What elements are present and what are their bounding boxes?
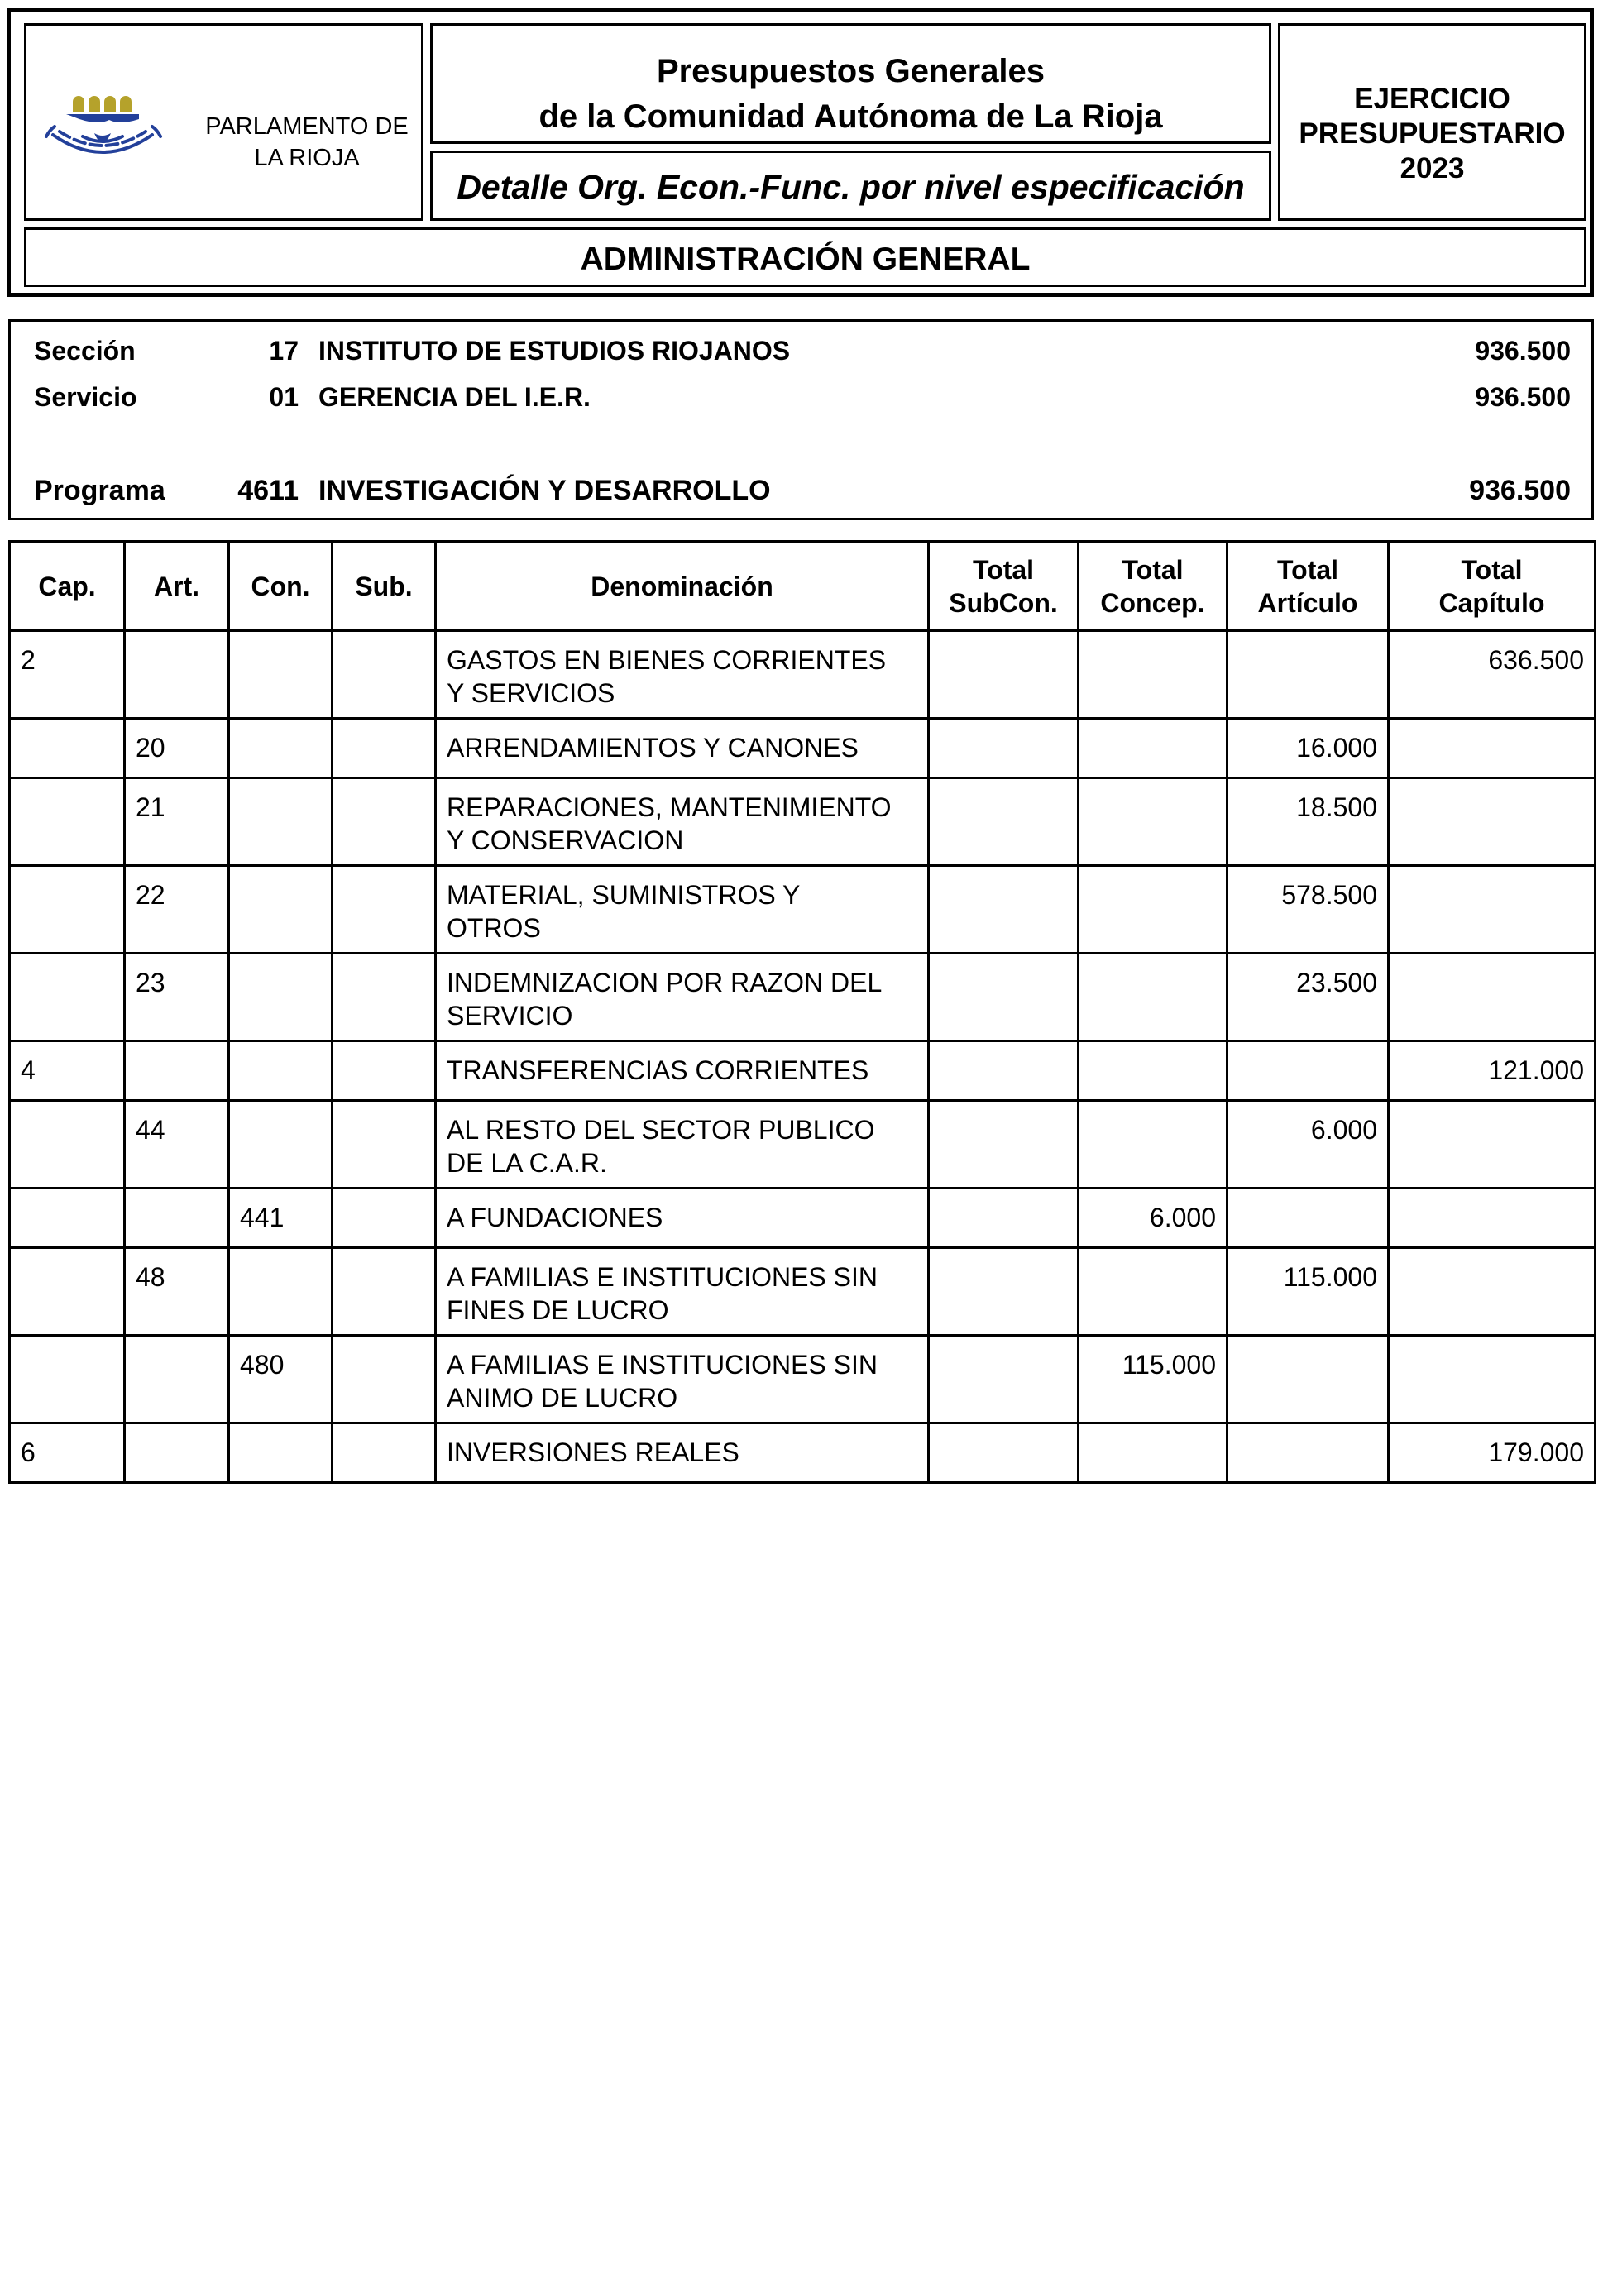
programa-label: Programa xyxy=(34,475,165,506)
logo-text xyxy=(195,111,419,174)
cell-con xyxy=(229,631,333,719)
seccion-code: 17 xyxy=(269,336,299,366)
subtitle-panel xyxy=(430,151,1271,221)
cell-concep xyxy=(1079,866,1227,954)
col-header-cap: Cap. xyxy=(10,542,125,631)
title-line1: Presupuestos Generales xyxy=(656,53,1046,89)
cell-art: 44 xyxy=(125,1101,229,1189)
denominacion-line2: FINES DE LUCRO xyxy=(447,1295,669,1325)
col-header-articulo xyxy=(1227,542,1389,631)
col-header-sub: Sub. xyxy=(333,542,436,631)
cell-denominacion xyxy=(436,631,929,719)
col-header-art: Art. xyxy=(125,542,229,631)
programa-name: INVESTIGACIÓN Y DESARROLLO xyxy=(318,475,771,506)
denominacion-line1: INVERSIONES REALES xyxy=(447,1437,739,1467)
col-header-concep-line1: Total xyxy=(1122,554,1184,585)
table-row xyxy=(10,778,1596,866)
cell-cap xyxy=(10,866,125,954)
cell-concep: 115.000 xyxy=(1079,1336,1227,1423)
cell-con xyxy=(229,1041,333,1101)
cell-denominacion xyxy=(436,1336,929,1423)
col-header-subcon xyxy=(929,542,1079,631)
cell-capitulo xyxy=(1389,778,1596,866)
cell-cap xyxy=(10,1101,125,1189)
denominacion-line2: DE LA C.A.R. xyxy=(447,1148,607,1178)
seccion-amount: 936.500 xyxy=(1475,336,1571,366)
col-header-articulo-line1: Total xyxy=(1276,554,1339,585)
denominacion-line1: A FAMILIAS E INSTITUCIONES SIN xyxy=(447,1262,878,1292)
cell-con xyxy=(229,1423,333,1483)
parlamento-logo-icon xyxy=(41,87,165,178)
servicio-row xyxy=(11,380,1591,414)
title-line2: de la Comunidad Autónoma de La Rioja xyxy=(538,98,1163,135)
col-header-articulo-line2: Artículo xyxy=(1257,587,1358,618)
cell-cap xyxy=(10,719,125,778)
cell-subcon xyxy=(929,631,1079,719)
cell-concep xyxy=(1079,1423,1227,1483)
cell-concep xyxy=(1079,631,1227,719)
programa-amount: 936.500 xyxy=(1469,475,1571,506)
cell-con: 441 xyxy=(229,1189,333,1248)
cell-denominacion xyxy=(436,1423,929,1483)
cell-denominacion xyxy=(436,1248,929,1336)
col-header-capitulo-line1: Total xyxy=(1461,554,1523,585)
cell-art xyxy=(125,1423,229,1483)
cell-cap xyxy=(10,1336,125,1423)
cell-denominacion xyxy=(436,866,929,954)
cell-art: 23 xyxy=(125,954,229,1041)
servicio-name: GERENCIA DEL I.E.R. xyxy=(318,382,591,412)
denominacion-line1: REPARACIONES, MANTENIMIENTO xyxy=(447,792,892,822)
cell-art: 20 xyxy=(125,719,229,778)
cell-capitulo xyxy=(1389,1101,1596,1189)
denominacion-line2: ANIMO DE LUCRO xyxy=(447,1383,678,1413)
document-subtitle: Detalle Org. Econ.-Func. por nivel especificación xyxy=(457,168,1245,206)
document-title xyxy=(433,49,1269,140)
denominacion-line1: TRANSFERENCIAS CORRIENTES xyxy=(447,1055,869,1085)
table-row xyxy=(10,1423,1596,1483)
col-header-con: Con. xyxy=(229,542,333,631)
denominacion-line1: AL RESTO DEL SECTOR PUBLICO xyxy=(447,1115,875,1145)
cell-sub xyxy=(333,1336,436,1423)
cell-art xyxy=(125,1189,229,1248)
programa-row xyxy=(11,474,1591,507)
cell-sub xyxy=(333,1041,436,1101)
cell-denominacion xyxy=(436,1101,929,1189)
servicio-amount: 936.500 xyxy=(1475,382,1571,412)
denominacion-line1: GASTOS EN BIENES CORRIENTES xyxy=(447,645,887,675)
cell-concep xyxy=(1079,1101,1227,1189)
year-line1: EJERCICIO xyxy=(1354,83,1510,115)
col-header-capitulo xyxy=(1389,542,1596,631)
cell-cap xyxy=(10,1248,125,1336)
programa-code: 4611 xyxy=(237,475,299,506)
cell-cap: 2 xyxy=(10,631,125,719)
cell-articulo: 18.500 xyxy=(1227,778,1389,866)
logo-text-line1: PARLAMENTO DE xyxy=(205,113,409,140)
year-line3: 2023 xyxy=(1400,152,1465,184)
cell-subcon xyxy=(929,1423,1079,1483)
table-row xyxy=(10,1336,1596,1423)
cell-sub xyxy=(333,1423,436,1483)
seccion-row xyxy=(11,334,1591,367)
cell-concep xyxy=(1079,1248,1227,1336)
cell-capitulo: 121.000 xyxy=(1389,1041,1596,1101)
cell-capitulo: 179.000 xyxy=(1389,1423,1596,1483)
budget-table xyxy=(8,540,1596,1484)
cell-con xyxy=(229,1248,333,1336)
cell-subcon xyxy=(929,1041,1079,1101)
cell-con xyxy=(229,719,333,778)
col-header-subcon-line2: SubCon. xyxy=(949,587,1058,618)
denominacion-line1: A FAMILIAS E INSTITUCIONES SIN xyxy=(447,1350,878,1380)
cell-sub xyxy=(333,1248,436,1336)
denominacion-line1: A FUNDACIONES xyxy=(447,1203,663,1232)
cell-capitulo xyxy=(1389,1248,1596,1336)
cell-denominacion xyxy=(436,1189,929,1248)
cell-capitulo xyxy=(1389,954,1596,1041)
cell-denominacion xyxy=(436,719,929,778)
table-row xyxy=(10,1041,1596,1101)
cell-sub xyxy=(333,1189,436,1248)
cell-denominacion xyxy=(436,954,929,1041)
cell-con xyxy=(229,954,333,1041)
cell-articulo: 115.000 xyxy=(1227,1248,1389,1336)
denominacion-line2: Y CONSERVACION xyxy=(447,825,684,855)
denominacion-line2: SERVICIO xyxy=(447,1001,573,1031)
cell-cap: 4 xyxy=(10,1041,125,1101)
cell-con xyxy=(229,778,333,866)
cell-denominacion xyxy=(436,1041,929,1101)
year-line2: PRESUPUESTARIO xyxy=(1299,117,1566,150)
table-row xyxy=(10,1248,1596,1336)
cell-concep xyxy=(1079,719,1227,778)
cell-capitulo xyxy=(1389,866,1596,954)
cell-cap xyxy=(10,1189,125,1248)
document-header xyxy=(7,8,1594,297)
cell-sub xyxy=(333,866,436,954)
cell-concep xyxy=(1079,954,1227,1041)
denominacion-line1: ARRENDAMIENTOS Y CANONES xyxy=(447,733,859,763)
cell-capitulo xyxy=(1389,1189,1596,1248)
logo-text-line2: LA RIOJA xyxy=(254,145,360,171)
cell-sub xyxy=(333,631,436,719)
denominacion-line2: OTROS xyxy=(447,913,541,943)
cell-subcon xyxy=(929,778,1079,866)
cell-capitulo xyxy=(1389,1336,1596,1423)
table-row xyxy=(10,1189,1596,1248)
cell-cap xyxy=(10,954,125,1041)
seccion-label: Sección xyxy=(34,336,136,366)
cell-articulo: 23.500 xyxy=(1227,954,1389,1041)
table-row xyxy=(10,631,1596,719)
cell-articulo xyxy=(1227,1336,1389,1423)
servicio-code: 01 xyxy=(269,382,299,412)
cell-art: 22 xyxy=(125,866,229,954)
cell-articulo: 16.000 xyxy=(1227,719,1389,778)
admin-title: ADMINISTRACIÓN GENERAL xyxy=(580,242,1031,277)
col-header-capitulo-line2: Capítulo xyxy=(1438,587,1545,618)
cell-con: 480 xyxy=(229,1336,333,1423)
table-row xyxy=(10,866,1596,954)
cell-subcon xyxy=(929,1248,1079,1336)
col-header-concep xyxy=(1079,542,1227,631)
denominacion-line1: INDEMNIZACION POR RAZON DEL xyxy=(447,968,883,997)
cell-capitulo xyxy=(1389,719,1596,778)
col-header-subcon-line1: Total xyxy=(972,554,1035,585)
cell-cap: 6 xyxy=(10,1423,125,1483)
cell-con xyxy=(229,866,333,954)
cell-articulo xyxy=(1227,1189,1389,1248)
denominacion-line1: MATERIAL, SUMINISTROS Y xyxy=(447,880,801,910)
cell-subcon xyxy=(929,1336,1079,1423)
cell-art: 21 xyxy=(125,778,229,866)
cell-concep xyxy=(1079,1041,1227,1101)
title-panel xyxy=(430,23,1271,144)
cell-sub xyxy=(333,954,436,1041)
table-row xyxy=(10,954,1596,1041)
cell-capitulo: 636.500 xyxy=(1389,631,1596,719)
cell-articulo xyxy=(1227,631,1389,719)
cell-subcon xyxy=(929,1189,1079,1248)
col-header-concep-line2: Concep. xyxy=(1100,587,1205,618)
table-row xyxy=(10,719,1596,778)
cell-articulo xyxy=(1227,1423,1389,1483)
cell-articulo: 578.500 xyxy=(1227,866,1389,954)
cell-art xyxy=(125,1336,229,1423)
cell-cap xyxy=(10,778,125,866)
cell-subcon xyxy=(929,1101,1079,1189)
servicio-label: Servicio xyxy=(34,382,137,412)
cell-sub xyxy=(333,719,436,778)
cell-art xyxy=(125,1041,229,1101)
denominacion-line2: Y SERVICIOS xyxy=(447,678,615,708)
cell-subcon xyxy=(929,719,1079,778)
year-panel xyxy=(1278,23,1586,221)
seccion-name: INSTITUTO DE ESTUDIOS RIOJANOS xyxy=(318,336,791,366)
cell-concep xyxy=(1079,778,1227,866)
cell-subcon xyxy=(929,954,1079,1041)
col-header-denominacion: Denominación xyxy=(436,542,929,631)
section-info xyxy=(8,319,1594,520)
cell-sub xyxy=(333,1101,436,1189)
cell-sub xyxy=(333,778,436,866)
fiscal-year xyxy=(1280,82,1584,186)
cell-denominacion xyxy=(436,778,929,866)
table-row xyxy=(10,1101,1596,1189)
table-header-row xyxy=(10,542,1596,631)
cell-articulo: 6.000 xyxy=(1227,1101,1389,1189)
admin-panel xyxy=(24,227,1586,287)
cell-concep: 6.000 xyxy=(1079,1189,1227,1248)
logo-panel xyxy=(24,23,423,221)
cell-subcon xyxy=(929,866,1079,954)
cell-con xyxy=(229,1101,333,1189)
cell-art: 48 xyxy=(125,1248,229,1336)
cell-art xyxy=(125,631,229,719)
cell-articulo xyxy=(1227,1041,1389,1101)
